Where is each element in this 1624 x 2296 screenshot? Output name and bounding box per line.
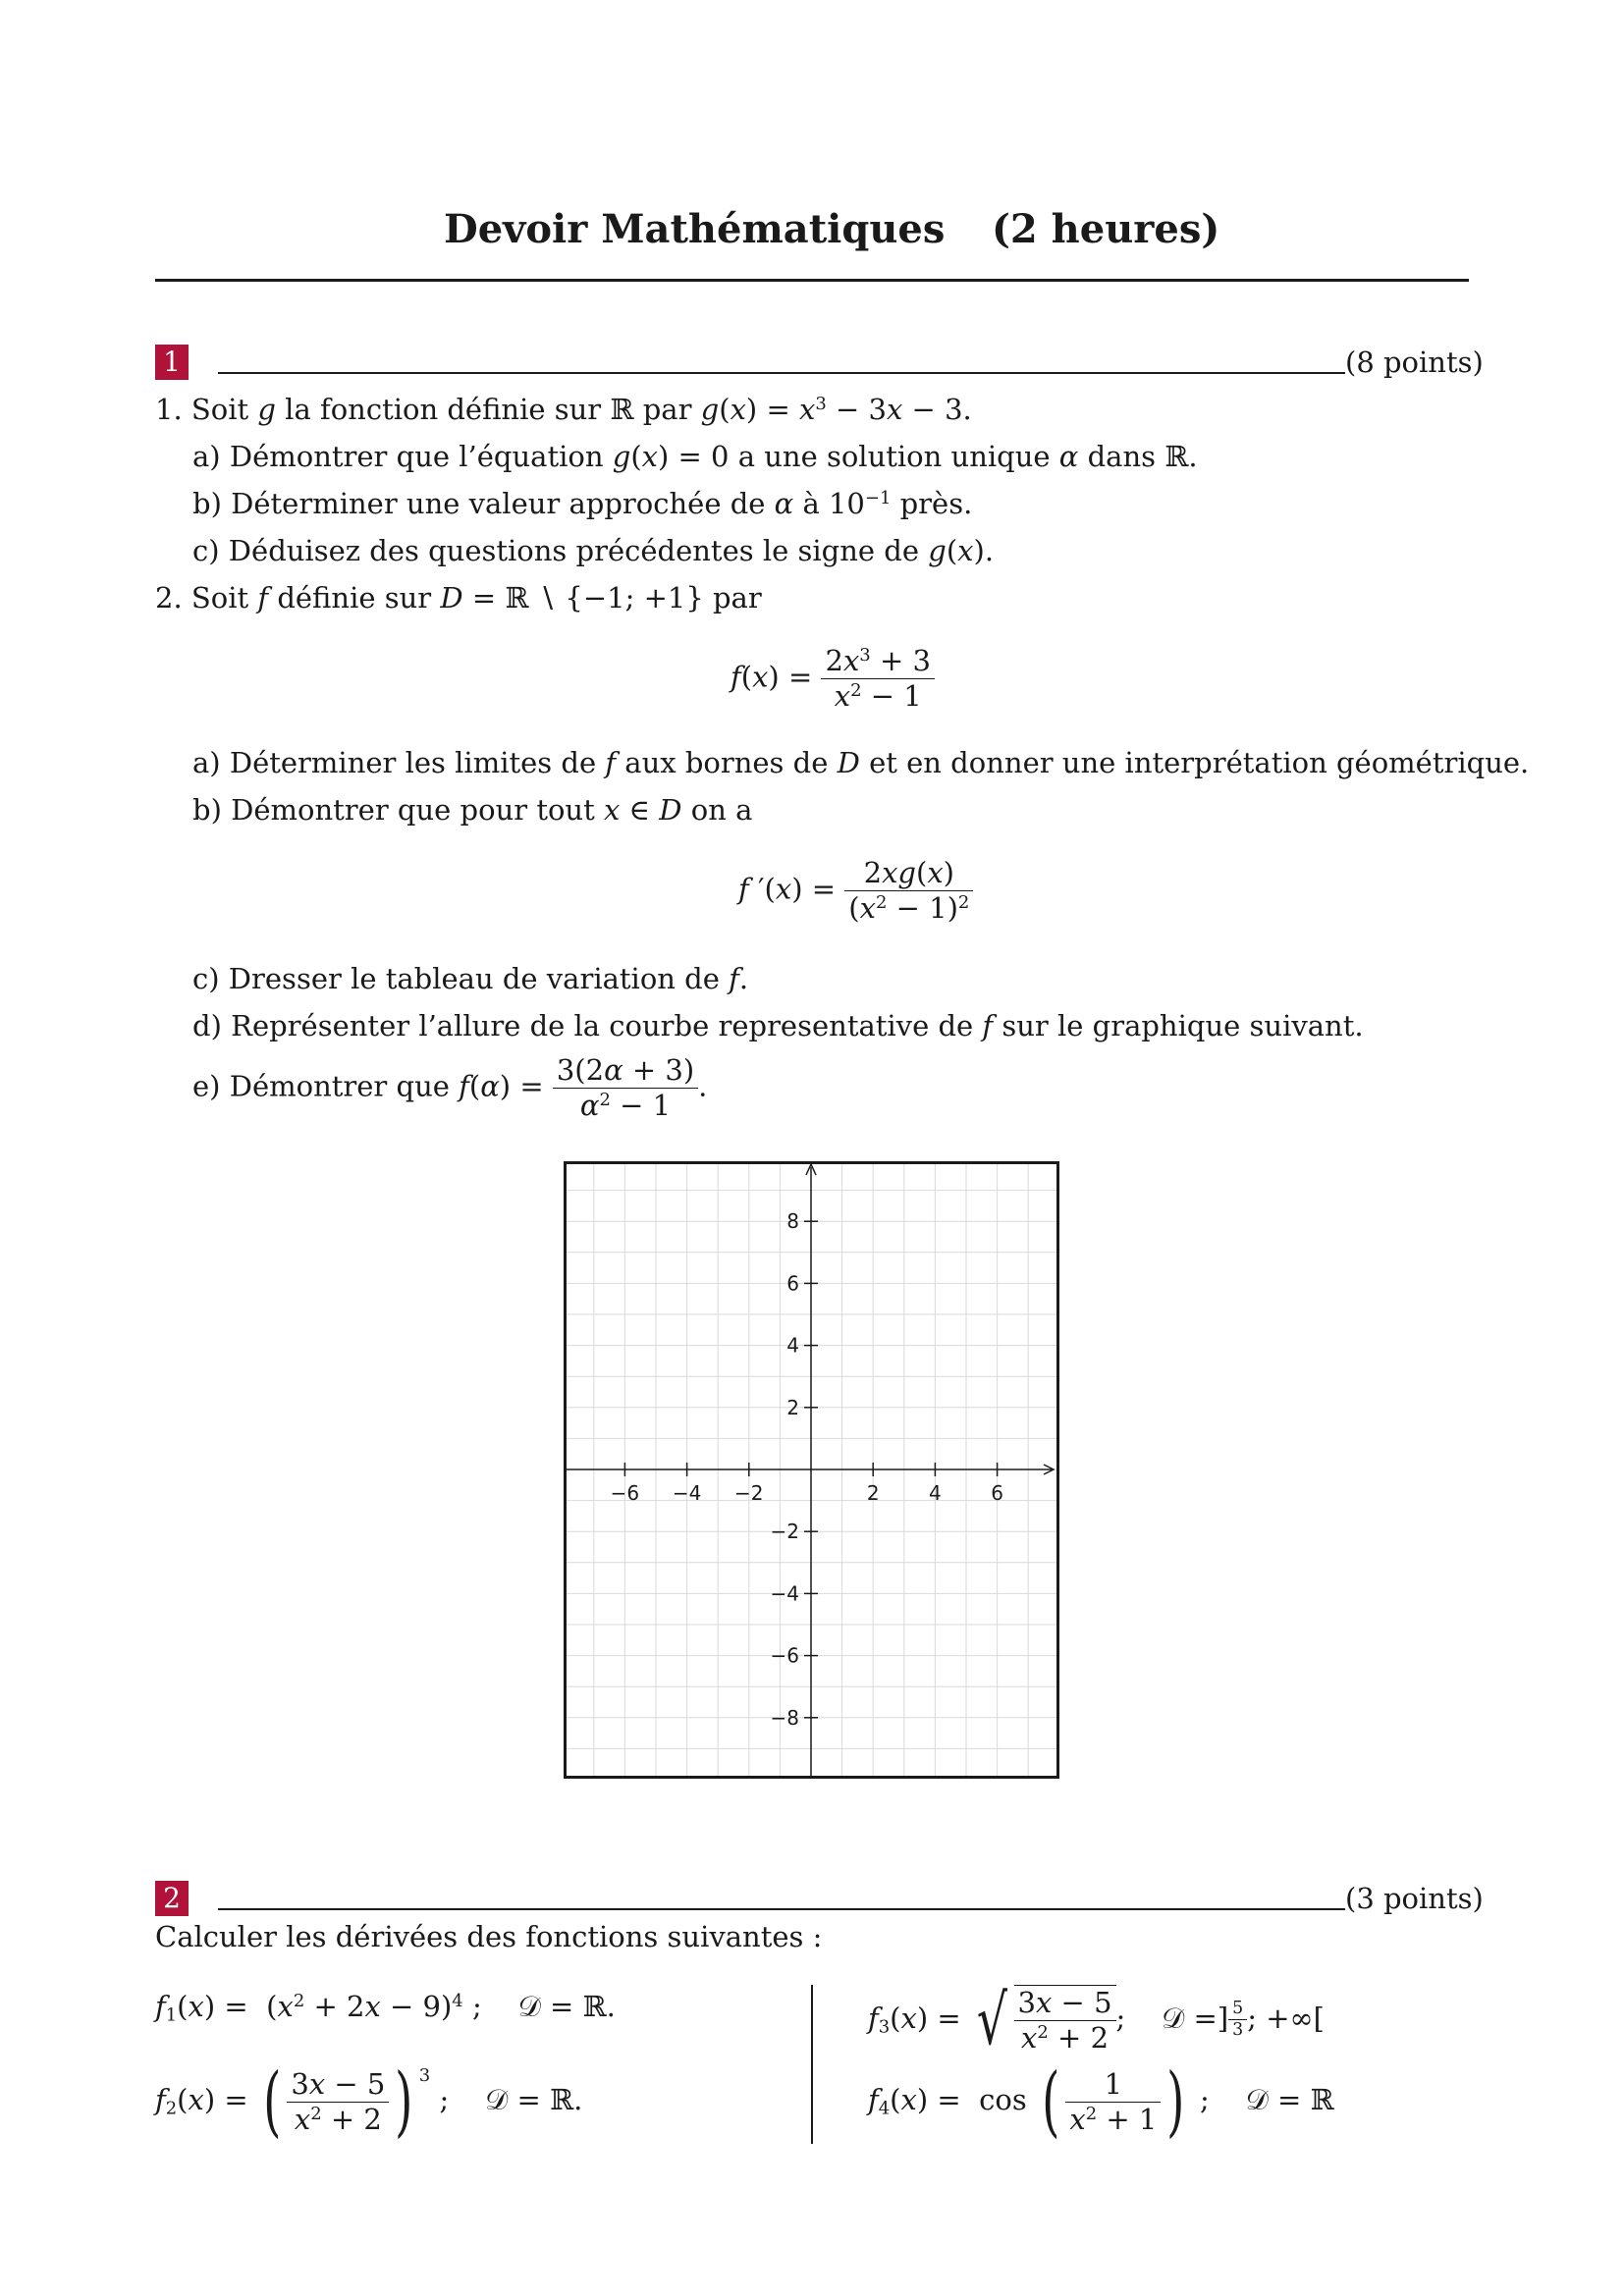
- f3-expression: $f_3(x)$ = √ $\frac{3x - 5}{x^2 + 2}$ ; 𝒟 =] $\frac{5}{3}$ ; +∞[: [868, 1979, 1325, 2060]
- x-tick-label: −6: [610, 1481, 640, 1505]
- q2b: b) Démontrer que pour tout x ∈ D on a: [192, 793, 753, 827]
- f-derivative: f ′(x) = $\frac{2xg(x)}{(x^2 - 1)^2}$: [738, 856, 973, 926]
- q1a: a) Démontrer que l’équation g(x) = 0 a une solution unique α dans ℝ.: [192, 440, 1198, 473]
- page-title: Devoir Mathématiques: [444, 206, 946, 252]
- y-tick-label: 4: [786, 1333, 799, 1358]
- y-tick-label: −4: [770, 1581, 799, 1606]
- exercise-2-intro: Calculer les dérivées des fonctions suivantes :: [155, 1920, 823, 1953]
- q2a-label: a): [192, 746, 221, 779]
- q1-statement: 1. Soit g la fonction définie sur ℝ par $g(x) = x^3 - 3x - 3$.: [155, 393, 972, 426]
- q2b-label: b): [192, 793, 222, 827]
- x-tick-label: −2: [734, 1481, 764, 1505]
- q1a-label: a): [192, 440, 221, 473]
- q2-number: 2.: [155, 581, 183, 614]
- y-tick-label: −2: [770, 1520, 799, 1544]
- q2d: d) Représenter l’allure de la courbe representative de f sur le graphique suivant.: [192, 1009, 1364, 1042]
- exercise-1-badge: 1: [155, 345, 189, 380]
- x-tick-label: −4: [672, 1481, 702, 1505]
- q1b: b) Déterminer une valeur approchée de α à $10^{-1}$ près.: [192, 487, 973, 520]
- x-tick-label: 6: [991, 1481, 1003, 1505]
- y-tick-label: −8: [770, 1705, 799, 1730]
- f2-expression: $f_2(x)$ = ( $\frac{3x - 5}{x^2 + 2}$ ) $^3$ ; 𝒟 = ℝ.: [155, 2057, 583, 2146]
- y-tick-label: 2: [786, 1395, 799, 1419]
- q2a: a) Déterminer les limites de f aux bornes de D et en donner une interprétation géométrique.: [192, 746, 1530, 779]
- y-tick-label: 8: [786, 1209, 799, 1234]
- f1-expression: $f_1(x) = (x^2 + 2x - 9)^4$ ; 𝒟 = ℝ.: [155, 1990, 616, 2026]
- q1c: c) Déduisez des questions précédentes le signe de g(x).: [192, 534, 995, 567]
- exam-duration: (2 heures): [992, 206, 1220, 252]
- f-definition: f(x) = $\frac{2x^3 + 3}{x^2 - 1}$: [731, 644, 935, 714]
- exercise-2-points: (3 points): [1345, 1882, 1484, 1915]
- q2e-label: e): [192, 1069, 221, 1103]
- q2-statement: 2. Soit f définie sur D = ℝ ∖ {−1; +1} par: [155, 581, 762, 614]
- q2d-label: d): [192, 1009, 222, 1042]
- exercise-1-rule: [218, 372, 1345, 374]
- q1b-label: b): [192, 487, 222, 520]
- exercise-2-rule: [218, 1908, 1345, 1910]
- exercise-2-badge: 2: [155, 1881, 189, 1916]
- y-tick-label: −6: [770, 1643, 799, 1668]
- q2c: c) Dresser le tableau de variation de f.: [192, 962, 749, 995]
- q2e: e) Démontrer que f(α) = $\frac{3(2\alpha + 3)}{\alpha^2 - 1}$ .: [192, 1053, 708, 1122]
- column-separator: [811, 1985, 813, 2144]
- x-tick-label: 2: [866, 1481, 880, 1505]
- header-rule: [155, 279, 1469, 282]
- q1-number: 1.: [155, 393, 183, 426]
- y-tick-label: 6: [786, 1271, 799, 1296]
- exercise-1-points: (8 points): [1345, 346, 1484, 379]
- coordinate-grid: [564, 1161, 1059, 1779]
- x-tick-label: 4: [929, 1481, 942, 1505]
- q2c-label: c): [192, 962, 220, 995]
- q1c-label: c): [192, 534, 220, 567]
- f4-expression: $f_4(x) = \cos$ ( $\frac{1}{x^2 + 1}$ ) ; 𝒟 = ℝ: [868, 2057, 1334, 2146]
